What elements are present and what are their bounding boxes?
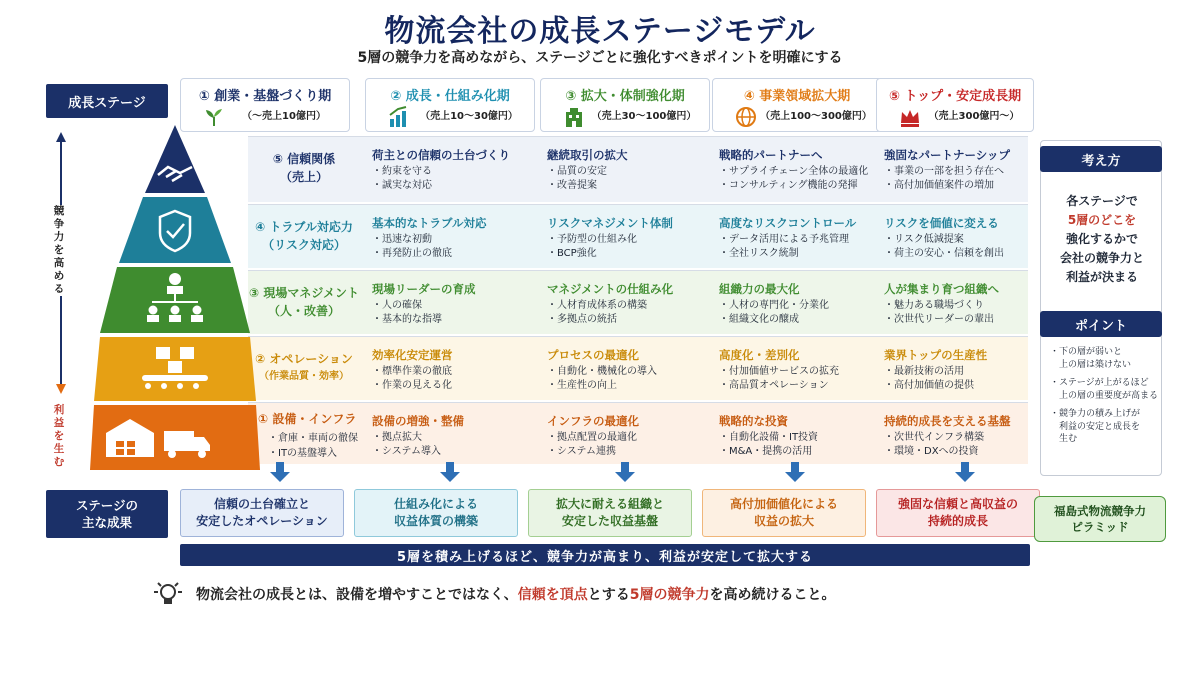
stage-name: ③ 拡大・体制強化期 [565,89,685,104]
layer-sub: （売上） [279,170,328,184]
cell-item: ・基本的な指導 [372,314,442,325]
point-line: 生む [1050,434,1078,444]
cell-item: ・自動化設備・IT投資 [719,431,819,443]
summary-banner: 5層を積み上げるほど、競争力が高まり、利益が安定して拡大する [180,544,1030,566]
thinking-line: 利益が決まる [1065,270,1138,284]
cell-heading: 現場リーダーの育成 [372,282,476,296]
layer-cell [547,414,707,460]
down-arrow [955,462,975,482]
cell-heading: リスクマネジメント体制 [547,216,673,230]
cell-item: ・事業の一部を担う存在へ [884,165,1004,177]
cell-item: ・多拠点の統括 [547,314,617,325]
stage-range: （売上100〜300億円） [760,111,872,122]
lightbulb-icon [150,580,186,608]
cell-item: ・荷主の安心・信頼を創出 [884,248,1004,259]
cell-item: ・自動化・機械化の導入 [547,365,657,377]
cell-heading: プロセスの最適化 [547,348,639,362]
cell-item: ・ITの基盤導入 [268,447,338,459]
cell-item: ・組織文化の醸成 [719,314,799,325]
layer-title: ③ 現場マネジメント [249,286,359,300]
layer-title: ② オペレーション [255,352,353,366]
cell-heading: 効率化安定運営 [372,348,453,362]
stage-header-1 [180,78,350,132]
cell-heading: 基本的なトラブル対応 [372,216,487,230]
point-line: 上の層は築けない [1050,359,1132,370]
cell-item: ・リスク低減提案 [884,233,964,245]
thinking-title: 考え方 [1040,146,1162,172]
point-line: ・競争力の積み上げが [1050,409,1141,419]
thinking-line: 強化するかで [1065,232,1138,246]
layer-cell [719,282,879,328]
layer-cell [719,148,879,194]
cell-item: ・高付加価値の提供 [884,380,974,391]
cell-item: ・全社リスク統制 [719,248,799,259]
cell-item: ・人の確保 [372,299,422,311]
cell-item: ・最新技術の活用 [884,365,964,377]
cell-item: ・生産性の向上 [547,380,617,391]
page-title: 物流会社の成長ステージモデル [384,14,816,49]
layer-cell [884,216,1044,262]
bottom-pre: 物流会社の成長とは、設備を増やすことではなく、 [196,587,518,603]
point-line: 上の層の重要度が高まる [1050,390,1159,401]
cell-heading: リスクを価値に変える [884,216,999,230]
cell-item: ・拠点配置の最適化 [547,431,637,443]
layer-title: ④ トラブル対応力 [255,220,353,234]
cell-item: ・高品質オペレーション [719,380,829,391]
cell-item: ・改善提案 [547,180,597,191]
results-label: ステージの 主な成果 [46,490,168,538]
cell-item: ・拠点拡大 [372,431,422,443]
cell-item: ・システム連携 [547,446,616,457]
cell-item: ・標準作業の徹底 [372,365,452,377]
cell-heading: インフラの最適化 [547,414,639,428]
layer-cell [547,282,707,328]
layer-cell [884,148,1044,194]
cell-item: ・環境・DXへの投資 [884,446,979,457]
pyramid [90,125,260,470]
cell-item: ・次世代リーダーの輩出 [884,314,994,325]
cell-heading: 組織力の最大化 [719,282,800,296]
down-arrow [785,462,805,482]
layer1-items [262,432,422,461]
cell-item: ・誠実な対応 [372,180,432,191]
cell-heading: 人が集まり育つ組織へ [884,282,999,296]
layer-cell [372,282,532,328]
thinking-line: 5層のどこを [1067,213,1137,227]
layer-name [248,284,360,320]
stage-name: ② 成長・仕組み化期 [390,89,510,104]
stage-range: （売上300億円〜） [928,111,1020,122]
layer-title: ① 設備・インフラ [258,412,357,426]
cell-item: ・再発防止の徹底 [372,248,452,259]
cell-heading: 強固なパートナーシップ [884,148,1011,162]
stage-name: ⑤ トップ・安定成長期 [888,89,1022,104]
cell-item: ・倉庫・車両の徹保 [268,433,358,444]
stage-name: ④ 事業領域拡大期 [743,89,851,104]
bottom-statement [150,580,1080,608]
axis-label-up: 競争力を高める [53,205,65,295]
axis-label-base: 利益を生む [53,404,65,468]
cell-item: ・品質の安定 [547,165,607,177]
layer-name [258,410,370,428]
cell-item: ・作業の見える化 [372,380,452,391]
layer-cell [547,148,707,194]
thinking-line: 会社の競争力と [1059,251,1144,265]
layer-cell [372,216,532,262]
layer-cell [884,282,1044,328]
layer-cell [719,414,879,460]
stage-result-4: 高付加価値化による 収益の拡大 [702,489,866,537]
stage-header-3 [540,78,710,132]
cell-heading: 持続的成長を支える基盤 [884,414,1011,428]
stage-name: ① 創業・基盤づくり期 [198,89,332,104]
cell-heading: 戦略的パートナーへ [719,148,823,162]
cell-heading: 業界トップの生産性 [884,348,988,362]
point-line: ・ステージが上がるほど [1050,378,1149,388]
stage-header-4 [712,78,882,132]
stage-result-2: 仕組み化による 収益体質の構築 [354,489,518,537]
cell-item: ・付加価値サービスの拡充 [719,365,839,377]
cell-item: ・サプライチェーン全体の最適化 [719,165,869,177]
layer-cell [884,348,1044,394]
stage-range: （売上10〜30億円） [420,111,518,122]
model-badge: 福島式物流競争力 ピラミッド [1034,496,1166,542]
stage-range: （売上30〜100億円） [591,111,697,122]
layer-cell [372,348,532,394]
point-line: ・下の層が弱いと [1050,347,1123,357]
cell-item: ・人材の専門化・分業化 [719,299,829,311]
cell-item: ・システム導入 [372,446,441,457]
cell-item: ・高付加価値案件の増加 [884,180,994,191]
cell-heading: 継続取引の拡大 [547,148,628,162]
pyramid-layer-5 [145,125,205,193]
cell-item: ・BCP強化 [547,248,597,259]
stage-header-5 [876,78,1034,132]
cell-heading: 高度なリスクコントロール [719,216,857,230]
layer-cell [884,414,1044,460]
bottom-mid: とする [587,587,630,603]
down-arrows [180,462,1030,484]
stage-header-2 [365,78,535,132]
pyramid-layer-4 [119,197,231,263]
down-arrow [440,462,460,482]
cell-heading: マネジメントの仕組み化 [547,282,674,296]
bottom-red-2: 5層の競争力 [629,587,710,603]
cell-item: ・コンサルティング機能の発揮 [719,180,858,191]
layer-sub: （リスク対応） [262,238,346,252]
stage-result-5: 強固な信頼と高収益の 持続的成長 [876,489,1040,537]
cell-item: ・データ活用による予兆管理 [719,233,849,245]
layer-cell [547,348,707,394]
layer-name [248,350,360,386]
cell-item: ・約束を守る [372,165,432,177]
bottom-post: を高め続けること。 [709,587,836,603]
layer-sub: （人・改善） [267,304,340,318]
layer-cell [372,148,532,194]
down-arrow [615,462,635,482]
cell-item: ・次世代インフラ構築 [884,431,984,443]
bottom-red-1: 信頼を頂点 [517,587,588,603]
page-subtitle: 5層の競争力を高めながら、ステージごとに強化すべきポイントを明確にする [357,50,843,66]
cell-heading: 高度化・差別化 [719,348,800,362]
stage-label: 成長ステージ [46,84,168,118]
layer-cell [547,216,707,262]
cell-item: ・M&A・提携の活用 [719,446,813,457]
cell-item: ・人材育成体系の構築 [547,299,647,311]
down-arrow [270,462,290,482]
cell-heading: 荷主との信頼の土台づくり [372,148,510,162]
cell-item: ・迅速な初動 [372,233,432,245]
cell-heading: 設備の増強・整備 [372,414,464,428]
layer-cell [719,216,879,262]
cell-item: ・魅力ある職場づくり [884,299,984,311]
point-line: 利益の安定と成長を [1050,421,1141,432]
cell-heading: 戦略的な投資 [719,414,788,428]
stage-range: （〜売上10億円） [242,111,326,122]
layer-title: ⑤ 信頼関係 [272,152,336,166]
layer-cell [719,348,879,394]
cell-item: ・予防型の仕組み化 [547,233,637,245]
layer-sub: （作業品質・効率） [259,371,349,382]
layer-name [248,150,360,186]
stage-result-1: 信頼の土台確立と 安定したオペレーション [180,489,344,537]
stage-result-3: 拡大に耐える組織と 安定した収益基盤 [528,489,692,537]
points-title: ポイント [1040,311,1162,337]
thinking-line: 各ステージで [1066,194,1138,208]
layer-name [248,218,360,254]
